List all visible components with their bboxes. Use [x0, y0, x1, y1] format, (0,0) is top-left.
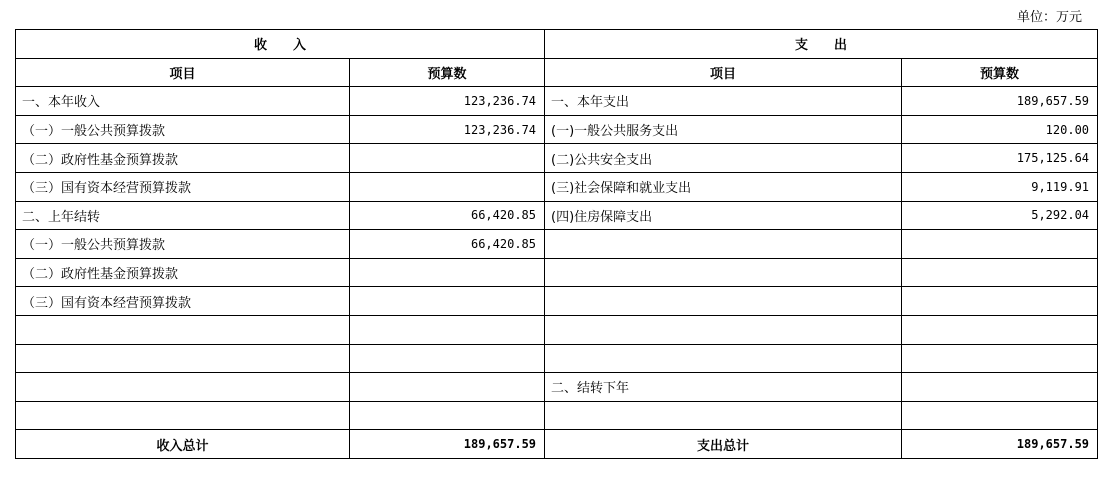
table-row [16, 87, 1098, 116]
income-item-column-header: 项目 [16, 58, 350, 87]
expense-item: (四)住房保障支出 [545, 201, 902, 230]
expense-item: 一、本年支出 [545, 87, 902, 116]
expense-item: (二)公共安全支出 [545, 144, 902, 173]
budget-table [15, 29, 1098, 459]
table-row [16, 315, 1098, 344]
income-section-header: 收 入 [16, 30, 545, 59]
expense-value: 175,125.64 [902, 144, 1098, 173]
expense-value: 9,119.91 [902, 172, 1098, 201]
expense-value [902, 373, 1098, 402]
income-total-label: 收入总计 [16, 430, 350, 459]
expense-item: 二、结转下年 [545, 373, 902, 402]
income-item: 一、本年收入 [16, 87, 350, 116]
income-item [16, 344, 350, 373]
income-item: （三）国有资本经营预算拨款 [16, 172, 350, 201]
income-value [350, 315, 545, 344]
table-row [16, 144, 1098, 173]
expense-item: (三)社会保障和就业支出 [545, 172, 902, 201]
income-item [16, 373, 350, 402]
column-header-row [16, 58, 1098, 87]
expense-budget-column-header: 预算数 [902, 58, 1098, 87]
income-item: （一）一般公共预算拨款 [16, 115, 350, 144]
income-value [350, 172, 545, 201]
income-value: 66,420.85 [350, 230, 545, 259]
expense-value [902, 401, 1098, 430]
expense-item [545, 344, 902, 373]
expense-total-label: 支出总计 [545, 430, 902, 459]
totals-row [16, 430, 1098, 459]
expense-value: 189,657.59 [902, 87, 1098, 116]
table-row [16, 287, 1098, 316]
expense-item: (一)一般公共服务支出 [545, 115, 902, 144]
income-value [350, 373, 545, 402]
income-value [350, 144, 545, 173]
expense-value [902, 344, 1098, 373]
income-budget-column-header: 预算数 [350, 58, 545, 87]
income-value [350, 344, 545, 373]
table-row [16, 172, 1098, 201]
section-header-row [16, 30, 1098, 59]
expense-item-column-header: 项目 [545, 58, 902, 87]
table-row [16, 373, 1098, 402]
table-row [16, 258, 1098, 287]
income-item [16, 315, 350, 344]
expense-value [902, 230, 1098, 259]
income-item [16, 401, 350, 430]
expense-value [902, 287, 1098, 316]
income-value [350, 287, 545, 316]
income-item: （二）政府性基金预算拨款 [16, 144, 350, 173]
expense-total-value: 189,657.59 [902, 430, 1098, 459]
income-value [350, 258, 545, 287]
income-value: 123,236.74 [350, 87, 545, 116]
expense-item [545, 230, 902, 259]
expense-section-header: 支 出 [545, 30, 1098, 59]
expense-value [902, 315, 1098, 344]
income-value: 66,420.85 [350, 201, 545, 230]
income-value [350, 401, 545, 430]
expense-item [545, 258, 902, 287]
expense-value: 5,292.04 [902, 201, 1098, 230]
expense-value: 120.00 [902, 115, 1098, 144]
table-row [16, 230, 1098, 259]
table-row [16, 201, 1098, 230]
table-row [16, 344, 1098, 373]
table-row [16, 401, 1098, 430]
unit-label: 单位：万元 [1016, 10, 1082, 25]
income-total-value: 189,657.59 [350, 430, 545, 459]
income-item: （三）国有资本经营预算拨款 [16, 287, 350, 316]
expense-item [545, 401, 902, 430]
income-item: 二、上年结转 [16, 201, 350, 230]
expense-item [545, 315, 902, 344]
table-row [16, 115, 1098, 144]
expense-value [902, 258, 1098, 287]
expense-item [545, 287, 902, 316]
income-value: 123,236.74 [350, 115, 545, 144]
income-item: （二）政府性基金预算拨款 [16, 258, 350, 287]
income-item: （一）一般公共预算拨款 [16, 230, 350, 259]
